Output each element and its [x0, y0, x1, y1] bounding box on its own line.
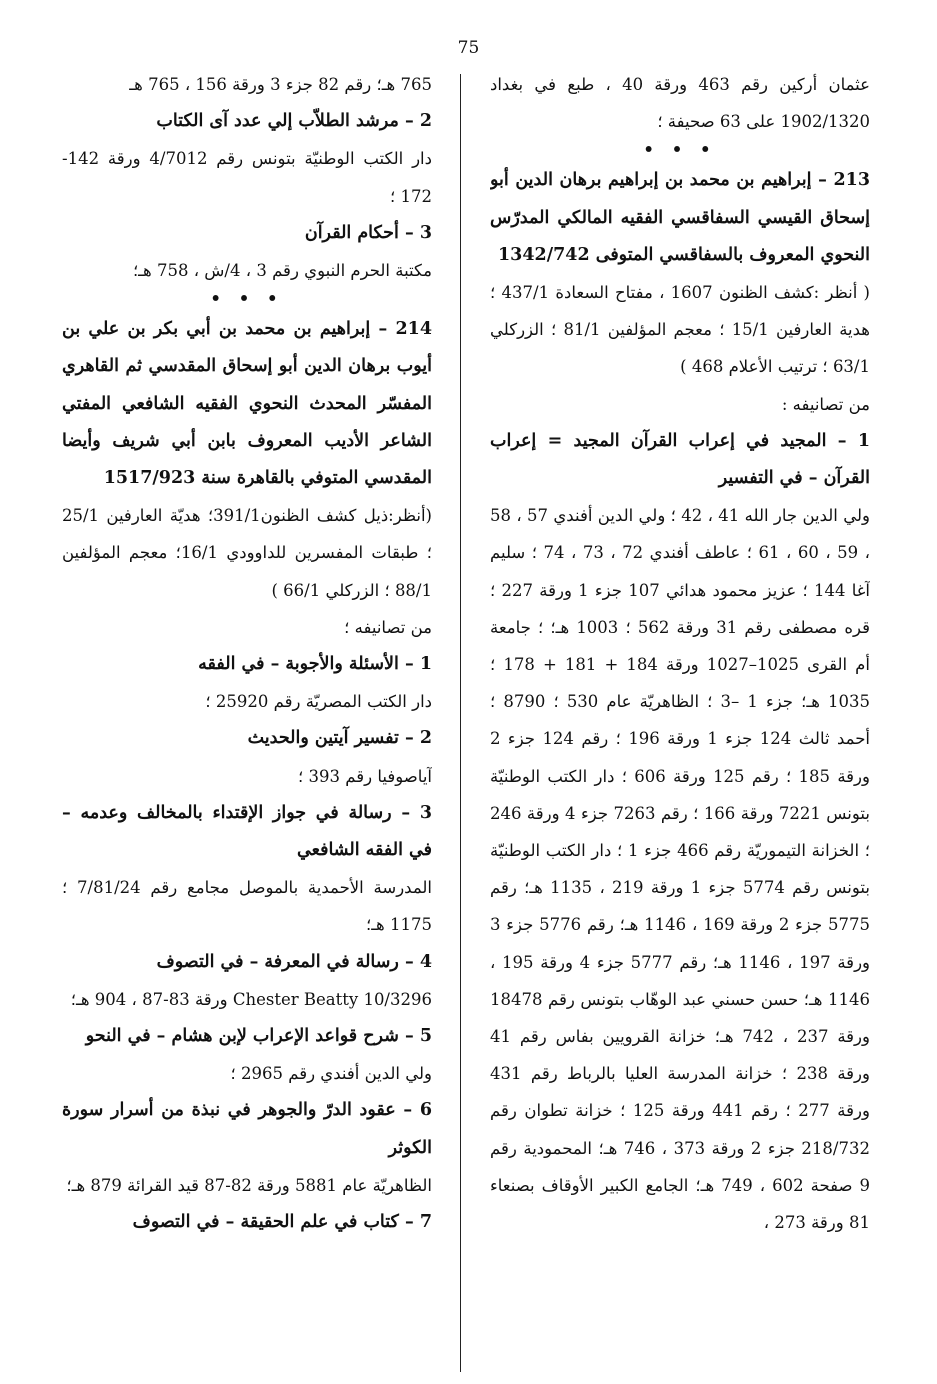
paragraph: مكتبة الحرم النبوي رقم 3 ، 4/ش ، 758 هـ؛	[132, 261, 432, 281]
paragraph: الظاهريّة عام 5881 ورقة 82-87 قيد القرائة 879 هـ؛	[66, 1175, 432, 1195]
manuscripts-paragraph: ولي الدين جار الله 41 ، 42 ؛ ولي الدين أفندي 57 ، 58 ، 59 ، 60 ، 61 ؛ عاطف أفندي 72 ، 73 ، 74 ؛ سليم آغا 144 ؛ عزيز محمود هدائي 107 جزء 1 ورقة 227 ؛ قره مصطفى رقم 31 ورقة 562 ؛ 1003 هـ؛ ؛ جامعة أم القرى 1025–1027 ورقة 184 + 181 + 178 ؛ 1035 هـ؛ جزء 1 –3 ؛ الظاهريّة عام 530 ؛ 8790 ؛ أحمد ثالث 124 جزء 1 ورقة 196 ؛ رقم 124 جزء 2 ورقة 185 ؛ رقم 125 ورقة 606 ؛ دار الكتب الوطنيّة بتونس 7221 ورقة 166 ؛ رقم 7263 جزء 4 ورقة 246 ؛ الخزانة التيموريّة رقم 466 جزء 1 ؛ دار الكتب الوطنيّة بتونس رقم 5774 جزء 1 ورقة 219 ، 1135 هـ؛ رقم 5775 جزء 2 ورقة 169 ، 1146 هـ؛ رقم 5776 جزء 3 ورقة 197 ، 1146 هـ؛ رقم 5777 جزء 4 ورقة 195 ، 1146 هـ؛ حسن حسني عبد الوهّاب بتونس رقم 18478 ورقة 237 ، 742 هـ؛ خزانة القرويين بفاس رقم 41 ورقة 238 ؛ خزانة المدرسة العليا بالرباط رقم 431 ورقة 277 ؛ رقم 441 ورقة 125 ؛ خزانة تطوان رقم 218/732 جزء 2 ورقة 373 ، 746 هـ؛ المحمودية رقم 9 صفحة 602 ، 749 هـ؛ الجامع الكبير الأوقاف بصنعاء 81 ورقة 273 ،	[490, 506, 870, 1233]
paragraph: المدرسة الأحمدية بالموصل مجامع رقم 7/81/24 ؛ 1175 هـ؛	[62, 878, 432, 935]
work-heading: 2 – مرشد الطلاّب إلي عدد آى الكتاب	[156, 111, 432, 132]
work-heading: 1 – الأسئلة والأجوبة – في الفقه	[198, 654, 432, 675]
left-column	[62, 66, 432, 1376]
paragraph: عثمان أركين رقم 463 ورقة 40 ، طبع في بغداد 1902/1320 على 63 صحيفة ؛	[490, 75, 870, 132]
work-heading: 2 – تفسير آيتين والحديث	[247, 728, 432, 749]
paragraph: آياصوفيا رقم 393 ؛	[298, 766, 432, 786]
reference-paragraph: ( أنظر :كشف الظنون 1607 ، مفتاح السعادة 437/1 ؛ هدية العارفين 15/1 ؛ معجم المؤلفين 81/1 ؛ الزركلي 63/1 ؛ ترتيب الأعلام 468 )	[490, 283, 870, 377]
right-column	[490, 66, 870, 1376]
page-number: 75	[457, 38, 480, 58]
section-separator: • • •	[643, 140, 717, 160]
work-heading: 3 – أحكام القرآن	[304, 222, 432, 243]
works-intro: من تصانيفه :	[781, 394, 870, 414]
work-heading: 4 – رسالة في المعرفة – في التصوف	[156, 951, 432, 972]
reference-paragraph: (أنظر:ذيل كشف الظنون391/1؛ هديّة العارفين 25/1 ؛ طبقات المفسرين للداوودي 16/1؛ معجم المؤلفين 88/1 ؛ الزركلي 66/1 )	[62, 506, 432, 600]
work-heading: 3 – رسالة في جواز الإقتداء بالمخالف وعدمه – في الفقه الشافعي	[62, 802, 432, 861]
paragraph: Chester Beatty 10/3296 ورقة 83-87 ، 904 هـ؛	[70, 989, 432, 1009]
entry-heading-214: 214 – إبراهيم بن محمد بن أبي بكر بن علي بن أيوب برهان الدين أبو إسحاق المقدسي ثم القاهري المفسّر المحدث النحوي الفقيه الشافعي المفتي الشاعر الأديب المعروف بابن أبي شريف وأيضا المقدسي المتوفي بالقاهرة سنة 1517/923	[62, 319, 432, 489]
work-heading: 7 – كتاب في علم الحقيقة – في التصوف	[132, 1212, 432, 1233]
column-divider	[460, 74, 461, 1372]
works-intro: من تصانيفه ؛	[344, 617, 432, 637]
work-heading: 6 – عقود الدرّ والجوهر في نبذة من أسرار سورة الكوثر	[62, 1100, 432, 1158]
paragraph: دار الكتب الوطنيّة بتونس رقم 4/7012 ورقة 142-172 ؛	[62, 149, 432, 206]
entry-heading-213: 213 – إبراهيم بن محمد بن إبراهيم برهان الدين أبو إسحاق القيسي السفاقسي الفقيه المالكي المدرّس النحوي المعروف بالسفاقسي المتوفى 1342/742	[490, 170, 870, 265]
paragraph: ولي الدين أفندي رقم 2965 ؛	[230, 1064, 432, 1084]
work-heading: 5 – شرح قواعد الإعراب لإبن هشام – في النحو	[85, 1026, 432, 1047]
paragraph: دار الكتب المصريّة رقم 25920 ؛	[205, 692, 432, 712]
work-heading: 1 – المجيد في إعراب القرآن المجيد = إعراب القرآن – في التفسير	[490, 430, 870, 489]
section-separator: • • •	[210, 289, 284, 309]
paragraph: 765 هـ؛ رقم 82 جزء 3 ورقة 156 ، 765 هـ	[129, 75, 432, 94]
